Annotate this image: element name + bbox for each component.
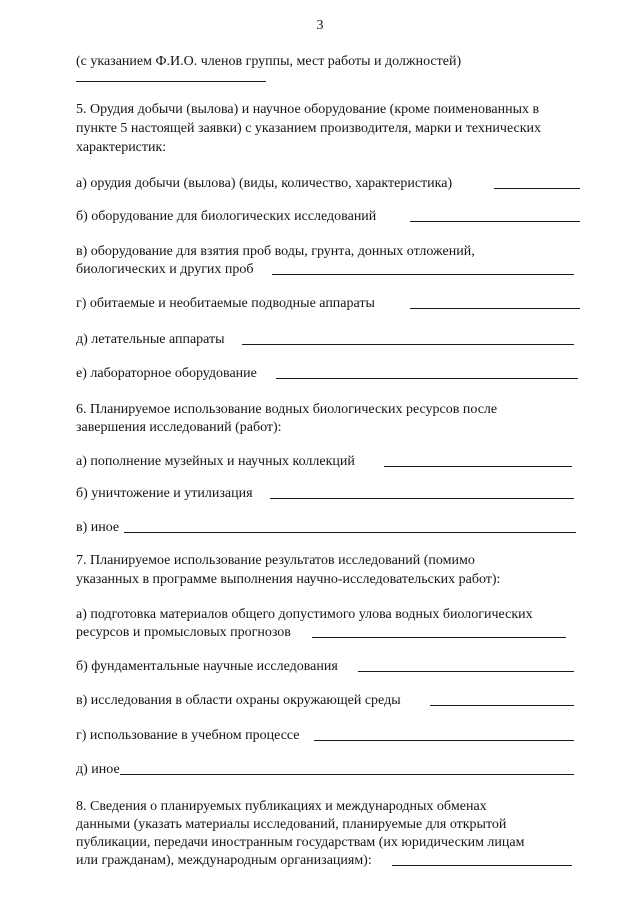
section-8-fill-line[interactable] [392,865,572,866]
section-8-text-line-3: публикации, передачи иностранным государствам (их юридическим лицам [76,835,525,850]
section-5-item-b-fill-line[interactable] [410,221,580,222]
section-7-item-g-fill-line[interactable] [314,740,574,741]
group-members-caption: (с указанием Ф.И.О. членов группы, мест работы и должностей) [76,54,462,69]
section-7-item-d-fill-line[interactable] [120,774,574,775]
section-8-text-line-2: данными (указать материалы исследований, планируемые для открытой [76,817,507,832]
section-7-heading-line-1: 7. Планируемое использование результатов исследований (помимо [76,553,475,568]
section-5-item-v-fill-line[interactable] [272,274,574,275]
section-6-item-a-label: а) пополнение музейных и научных коллекций [76,454,355,469]
section-5-heading-line-2: пункте 5 настоящей заявки) с указанием производителя, марки и технических [76,121,542,136]
section-5-item-a-label: а) орудия добычи (вылова) (виды, количество, характеристика) [76,176,453,191]
section-7-item-b-label: б) фундаментальные научные исследования [76,659,338,674]
section-5-item-b-label: б) оборудование для биологических исследований [76,209,377,224]
section-7-item-b-fill-line[interactable] [358,671,574,672]
section-5-item-d-fill-line[interactable] [242,344,574,345]
section-6-item-b-label: б) уничтожение и утилизация [76,486,253,501]
section-5-item-v-label-line-1: в) оборудование для взятия проб воды, грунта, донных отложений, [76,244,475,259]
section-5-heading-line-3: характеристик: [76,140,167,155]
section-7-item-a-label-line-1: а) подготовка материалов общего допустимого улова водных биологических [76,607,533,622]
section-5-item-d-label: д) летательные аппараты [76,332,225,347]
section-5-item-g-fill-line[interactable] [410,308,580,309]
section-6-item-v-fill-line[interactable] [124,532,576,533]
section-6-item-v-label: в) иное [76,520,120,535]
section-7-item-g-label: г) использование в учебном процессе [76,728,300,743]
section-6-item-a-fill-line[interactable] [384,466,572,467]
section-6-heading-line-2: завершения исследований (работ): [76,420,282,435]
page-number: 3 [316,18,324,33]
section-5-item-e-fill-line[interactable] [276,378,578,379]
section-5-item-v-label-line-2: биологических и других проб [76,262,254,277]
section-7-heading-line-2: указанных в программе выполнения научно-исследовательских работ): [76,572,501,587]
section-6-item-b-fill-line[interactable] [270,498,574,499]
section-7-item-d-label: д) иное [76,762,120,777]
section-8-text-line-1: 8. Сведения о планируемых публикациях и международных обменах [76,799,487,814]
section-5-item-g-label: г) обитаемые и необитаемые подводные аппараты [76,296,375,311]
section-7-item-a-label-line-2: ресурсов и промысловых прогнозов [76,625,291,640]
section-5-item-a-fill-line[interactable] [494,188,580,189]
section-6-heading-line-1: 6. Планируемое использование водных биологических ресурсов после [76,402,498,417]
section-7-item-v-label: в) исследования в области охраны окружающей среды [76,693,401,708]
section-7-item-v-fill-line[interactable] [430,705,574,706]
section-5-heading-line-1: 5. Орудия добычи (вылова) и научное оборудование (кроме поименованных в [76,102,540,117]
section-8-text-line-4: или гражданам), международным организациям): [76,853,372,868]
section-7-item-a-fill-line[interactable] [312,637,566,638]
section-5-item-e-label: е) лабораторное оборудование [76,366,257,381]
group-members-fill-line[interactable] [76,81,266,82]
